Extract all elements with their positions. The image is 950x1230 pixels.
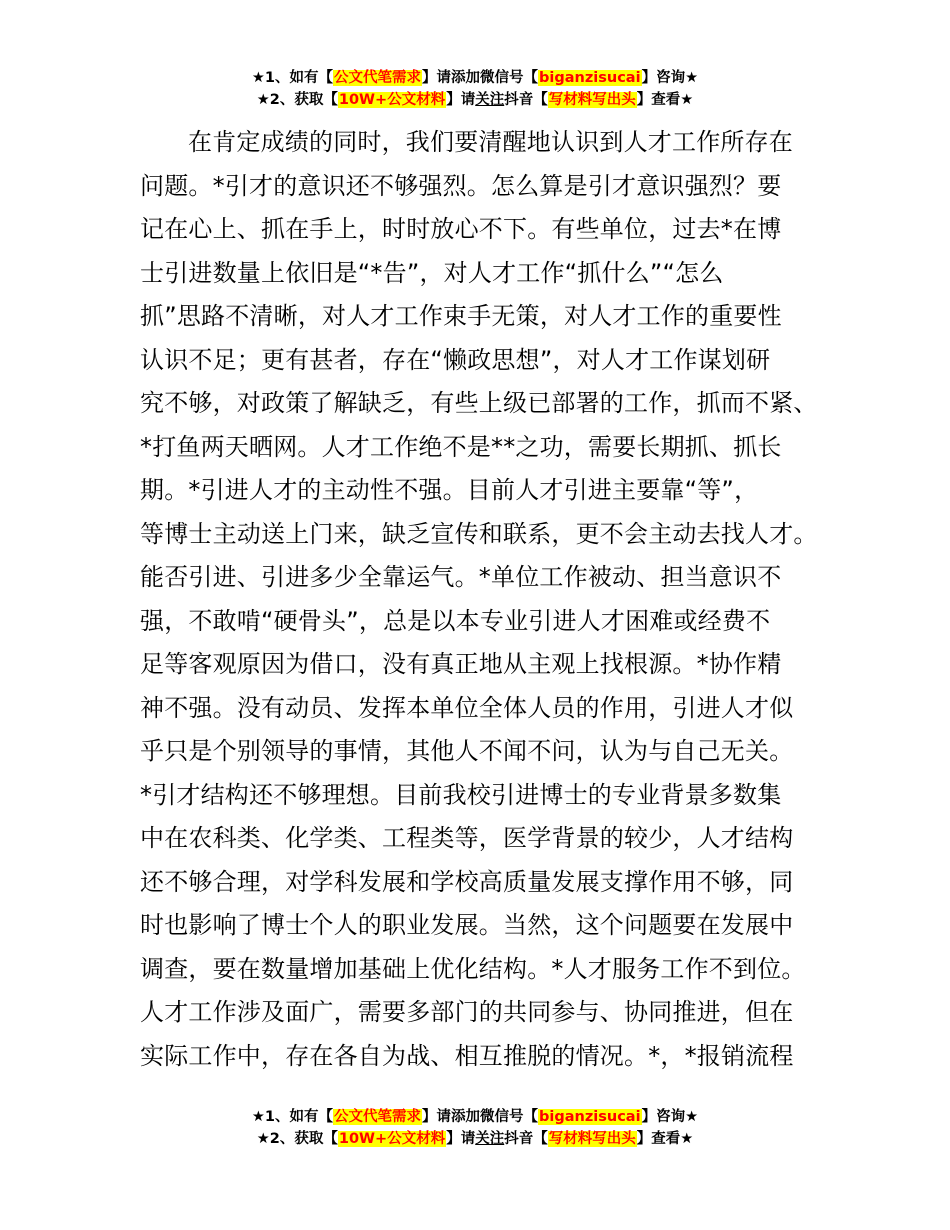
- wechat-id-highlight: biganzisucai: [539, 1109, 641, 1125]
- banner-text: 】咨询★: [641, 1109, 699, 1125]
- document-body: [140, 121, 818, 1078]
- banner-text: 抖音【: [504, 1131, 548, 1147]
- underlined-text: 关注: [475, 92, 505, 108]
- body-line: 强，不敢啃“硬骨头”，总是以本专业引进人才困难或经费不: [140, 606, 771, 635]
- banner-text: 】查看★: [636, 92, 694, 108]
- body-line: 认识不足；更有甚者，存在“懒政思想”，对人才工作谋划研: [140, 345, 771, 374]
- banner-text: ★1、如有【: [251, 1109, 334, 1125]
- body-line: *引才结构还不够理想。目前我校引进博士的专业背景多数集: [140, 780, 782, 809]
- body-line: 究不够，对政策了解缺乏，有些上级已部署的工作，抓而不紧、: [140, 389, 818, 417]
- highlight-text: 10W+公文材料: [338, 1131, 446, 1147]
- body-line: 能否引进、引进多少全靠运气。*单位工作被动、担当意识不: [140, 563, 782, 591]
- banner-line-2: [0, 89, 950, 111]
- banner-text: ★1、如有【: [251, 70, 334, 86]
- banner-line-1: [0, 1106, 950, 1128]
- banner-line-2: [0, 1128, 950, 1150]
- underlined-text: 关注: [475, 1131, 505, 1147]
- body-line: 足等客观原因为借口，没有真正地从主观上找根源。*协作精: [140, 650, 782, 678]
- body-line: 在肯定成绩的同时，我们要清醒地认识到人才工作所存在: [188, 128, 793, 156]
- body-line: 乎只是个别领导的事情，其他人不闻不问，认为与自己无关。: [140, 737, 794, 765]
- body-line: 神不强。没有动员、发挥本单位全体人员的作用，引进人才似: [140, 693, 794, 722]
- douyin-account-highlight: 写材料写出头: [548, 92, 636, 108]
- wechat-id-highlight: biganzisucai: [539, 70, 641, 86]
- body-line: 还不够合理，对学科发展和学校高质量发展支撑作用不够，同: [140, 867, 794, 896]
- banner-text: 】请添加微信号【: [422, 70, 539, 86]
- highlight-text: 10W+公文材料: [338, 92, 446, 108]
- body-line: 人才工作涉及面广，需要多部门的共同参与、协同推进，但在: [140, 998, 794, 1026]
- banner-text: 】请添加微信号【: [422, 1109, 539, 1125]
- body-line: 问题。*引才的意识还不够强烈。怎么算是引才意识强烈？要: [140, 171, 782, 200]
- body-line: 抓”思路不清晰，对人才工作束手无策，对人才工作的重要性: [140, 302, 782, 330]
- body-line: 时也影响了博士个人的职业发展。当然，这个问题要在发展中: [140, 911, 794, 939]
- body-line: 实际工作中，存在各自为战、相互推脱的情况。*，*报销流程: [140, 1041, 794, 1070]
- banner-text: 抖音【: [504, 92, 548, 108]
- banner-text: ★2、获取【: [256, 1131, 338, 1147]
- body-line: 等博士主动送上门来，缺乏宣传和联系，更不会主动去找人才。: [140, 519, 818, 548]
- highlight-text: 公文代笔需求: [334, 70, 422, 86]
- banner-text: ★2、获取【: [256, 92, 338, 108]
- header-banner: [0, 67, 950, 111]
- body-line: 期。*引进人才的主动性不强。目前人才引进主要靠“等”，: [140, 476, 759, 504]
- banner-text: 】查看★: [636, 1131, 694, 1147]
- highlight-text: 公文代笔需求: [334, 1109, 422, 1125]
- body-line: 调查，要在数量增加基础上优化结构。*人才服务工作不到位。: [140, 954, 806, 983]
- banner-line-1: [0, 67, 950, 89]
- body-line: *打鱼两天晒网。人才工作绝不是**之功，需要长期抓、抓长: [140, 432, 782, 461]
- body-line: 中在农科类、化学类、工程类等，医学背景的较少，人才结构: [140, 824, 794, 852]
- banner-text: 】咨询★: [641, 70, 699, 86]
- body-line: 记在心上、抓在手上，时时放心不下。有些单位，过去*在博: [140, 215, 782, 243]
- banner-text: 】请: [446, 1131, 476, 1147]
- body-line: 士引进数量上依旧是“*告”，对人才工作“抓什么”“怎么: [140, 258, 724, 287]
- douyin-account-highlight: 写材料写出头: [548, 1131, 636, 1147]
- banner-text: 】请: [446, 92, 476, 108]
- footer-banner: [0, 1106, 950, 1150]
